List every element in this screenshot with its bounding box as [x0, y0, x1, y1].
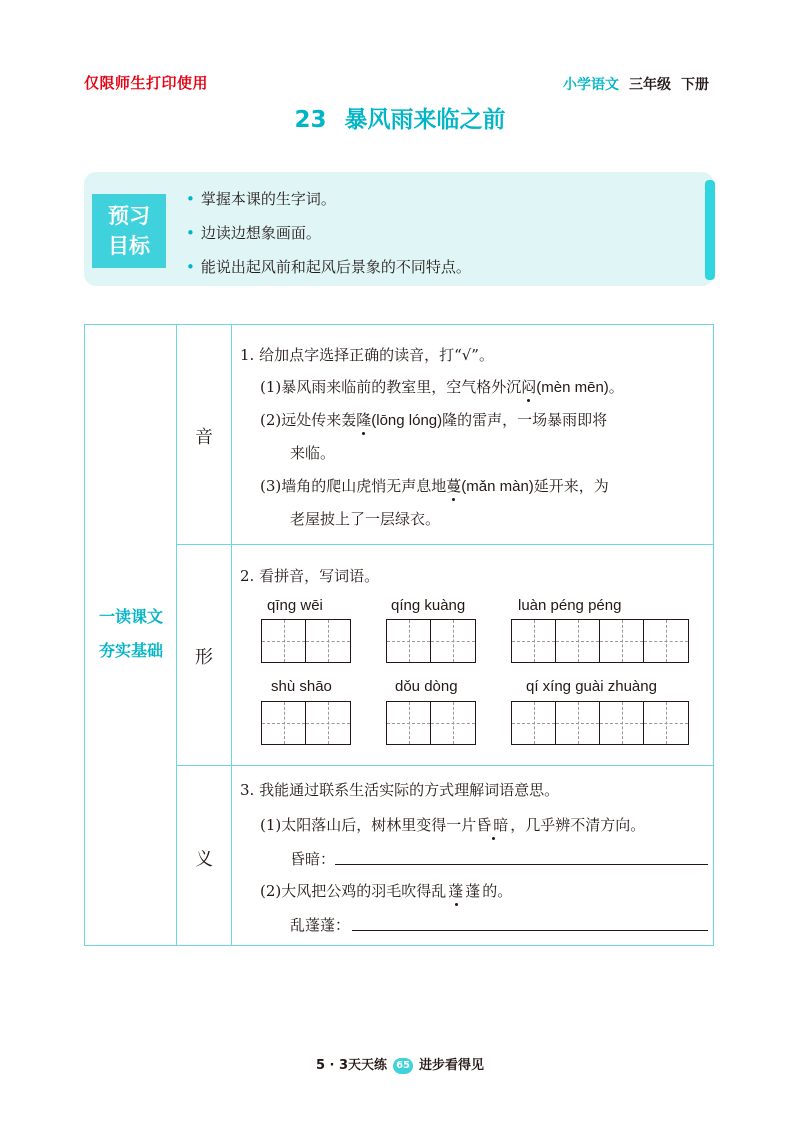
goal-item [186, 188, 336, 209]
goal-text: 边读边想象画面。 [200, 224, 321, 242]
goal-text: 能说出起风前和起风后景象的不同特点。 [200, 258, 471, 276]
page-title [0, 101, 800, 134]
goals-stripe [705, 180, 715, 280]
goals-tag-line1: 预习 [108, 204, 150, 228]
writing-grid[interactable] [386, 619, 476, 663]
pinyin-label: dǒu dòng [395, 678, 458, 695]
goals-tag [92, 194, 166, 268]
footer [0, 1054, 800, 1074]
question-1-item: (1)暴风雨来临前的教室里，空气格外沉闷(mèn mēn)。 [260, 378, 624, 396]
answer-line[interactable] [352, 930, 708, 931]
pinyin-options: (mǎn màn) [461, 478, 534, 495]
dotted-char: 蔓 [446, 477, 462, 495]
pinyin-label: qí xíng guài zhuàng [526, 678, 657, 695]
goal-item [186, 222, 321, 243]
question-3-title: 3. 我能通过联系生活实际的方式理解词语意思。 [240, 781, 560, 799]
bullet-icon: • [186, 190, 195, 208]
section-title-line1: 一读课文 [98, 607, 163, 626]
section-title [86, 600, 176, 668]
answer-line[interactable] [335, 864, 708, 865]
grade-label: 三年级 [629, 77, 671, 93]
pinyin-options: (mèn mēn)。 [536, 379, 624, 396]
meaning-label: 义 [195, 849, 213, 870]
sound-label: 音 [195, 427, 213, 448]
goals-tag-line2: 目标 [108, 234, 150, 258]
question-1-item: (2)远处传来轰隆(lōng lóng)隆的雷声，一场暴雨即将 [260, 411, 608, 429]
pinyin-label: qīng wēi [267, 597, 323, 614]
book-info [563, 74, 709, 94]
table-divider [231, 324, 232, 946]
dotted-char: 隆 [356, 411, 372, 429]
bullet-icon: • [186, 258, 195, 276]
writing-grid[interactable] [511, 701, 689, 745]
lesson-number: 23 [294, 107, 327, 133]
answer-label: 乱蓬蓬： [290, 916, 351, 934]
footer-slogan: 进步看得见 [419, 1058, 485, 1073]
dotted-word: 昏暗 [476, 816, 511, 834]
question-1-item: (3)墙角的爬山虎悄无声息地蔓(mǎn màn)延开来，为 [260, 477, 609, 495]
question-2-title: 2. 看拼音，写词语。 [240, 567, 380, 585]
dotted-word: 乱蓬蓬 [431, 882, 483, 900]
goal-text: 掌握本课的生字词。 [200, 190, 336, 208]
question-1-item-cont: 老屋披上了一层绿衣。 [290, 510, 441, 528]
question-3-item: (2)大风把公鸡的羽毛吹得乱蓬蓬的。 [260, 882, 513, 900]
pinyin-options: (lōng lóng) [371, 412, 443, 429]
pinyin-label: qíng kuàng [391, 597, 466, 614]
writing-grid[interactable] [261, 619, 351, 663]
question-1-title: 1. 给加点字选择正确的读音，打“√”。 [240, 346, 494, 364]
lesson-title: 暴风雨来临之前 [344, 107, 506, 133]
print-note: 仅限师生打印使用 [84, 74, 209, 92]
writing-grid[interactable] [386, 701, 476, 745]
footer-brand: 5 · 3天天练 [315, 1058, 388, 1073]
section-title-line2: 夯实基础 [98, 641, 163, 660]
volume-label: 下册 [681, 77, 709, 93]
question-3-item: (1)太阳落山后，树林里变得一片昏暗，几乎辨不清方向。 [260, 816, 646, 834]
bullet-icon: • [186, 224, 195, 242]
writing-grid[interactable] [261, 701, 351, 745]
pinyin-label: shù shāo [271, 678, 332, 695]
pinyin-label: luàn péng péng [518, 597, 622, 614]
dotted-char: 闷 [521, 378, 537, 396]
answer-label: 昏暗： [290, 850, 336, 868]
table-divider [176, 765, 714, 766]
page-number: 65 [393, 1058, 413, 1074]
question-1-item-cont: 来临。 [290, 444, 336, 462]
form-label: 形 [195, 647, 213, 668]
subject-label: 小学语文 [563, 77, 619, 93]
table-divider [176, 544, 714, 545]
goal-item [186, 256, 471, 277]
writing-grid[interactable] [511, 619, 689, 663]
